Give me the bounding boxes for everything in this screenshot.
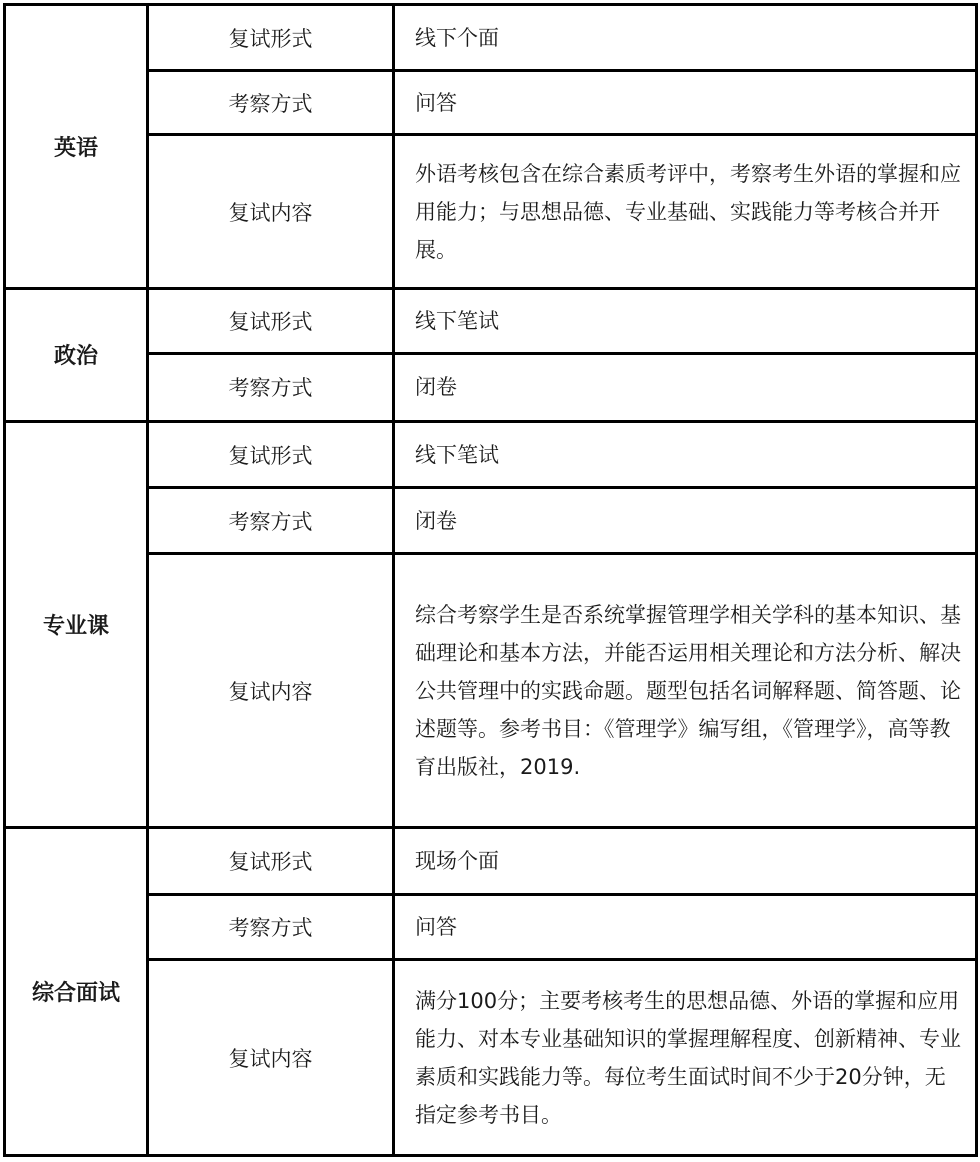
- row-value: 问答: [394, 895, 977, 960]
- row-label: 复试内容: [148, 960, 394, 1156]
- table-row: [5, 828, 977, 895]
- row-value: 线下笔试: [394, 422, 977, 488]
- row-label: 考察方式: [148, 353, 394, 421]
- row-label: 复试形式: [148, 828, 394, 895]
- table-row: [5, 353, 977, 421]
- row-value: 线下个面: [394, 5, 977, 71]
- row-label: 考察方式: [148, 488, 394, 554]
- table-row: [5, 135, 977, 288]
- row-label: 复试形式: [148, 288, 394, 353]
- row-value: 现场个面: [394, 828, 977, 895]
- table-row: [5, 422, 977, 488]
- row-value: 闭卷: [394, 488, 977, 554]
- row-label: 复试内容: [148, 135, 394, 288]
- table-row: [5, 5, 977, 71]
- table-row: [5, 71, 977, 135]
- subject-cell-interview: 综合面试: [5, 828, 148, 1156]
- row-value: 满分100分；主要考核考生的思想品德、外语的掌握和应用能力、对本专业基础知识的掌握理解程度、创新精神、专业素质和实践能力等。每位考生面试时间不少于20分钟，无指定参考书目。: [394, 960, 977, 1156]
- row-value: 问答: [394, 71, 977, 135]
- row-label: 复试内容: [148, 554, 394, 828]
- table-row: [5, 960, 977, 1156]
- row-value: 外语考核包含在综合素质考评中，考察考生外语的掌握和应用能力；与思想品德、专业基础、实践能力等考核合并开展。: [394, 135, 977, 288]
- row-label: 考察方式: [148, 895, 394, 960]
- row-label: 复试形式: [148, 422, 394, 488]
- row-label: 考察方式: [148, 71, 394, 135]
- table-row: [5, 554, 977, 828]
- row-value: 线下笔试: [394, 288, 977, 353]
- row-label: 复试形式: [148, 5, 394, 71]
- retest-info-table: [3, 3, 978, 1157]
- row-value: 综合考察学生是否系统掌握管理学相关学科的基本知识、基础理论和基本方法，并能否运用相关理论和方法分析、解决公共管理中的实践命题。题型包括名词解释题、简答题、论述题等。参考书目：《管理学》编写组，《管理学》，高等教育出版社，2019.: [394, 554, 977, 828]
- subject-cell-major: 专业课: [5, 422, 148, 828]
- row-value: 闭卷: [394, 353, 977, 421]
- table-row: [5, 488, 977, 554]
- table-row: [5, 895, 977, 960]
- table-row: [5, 288, 977, 353]
- subject-cell-english: 英语: [5, 5, 148, 289]
- subject-cell-politics: 政治: [5, 288, 148, 421]
